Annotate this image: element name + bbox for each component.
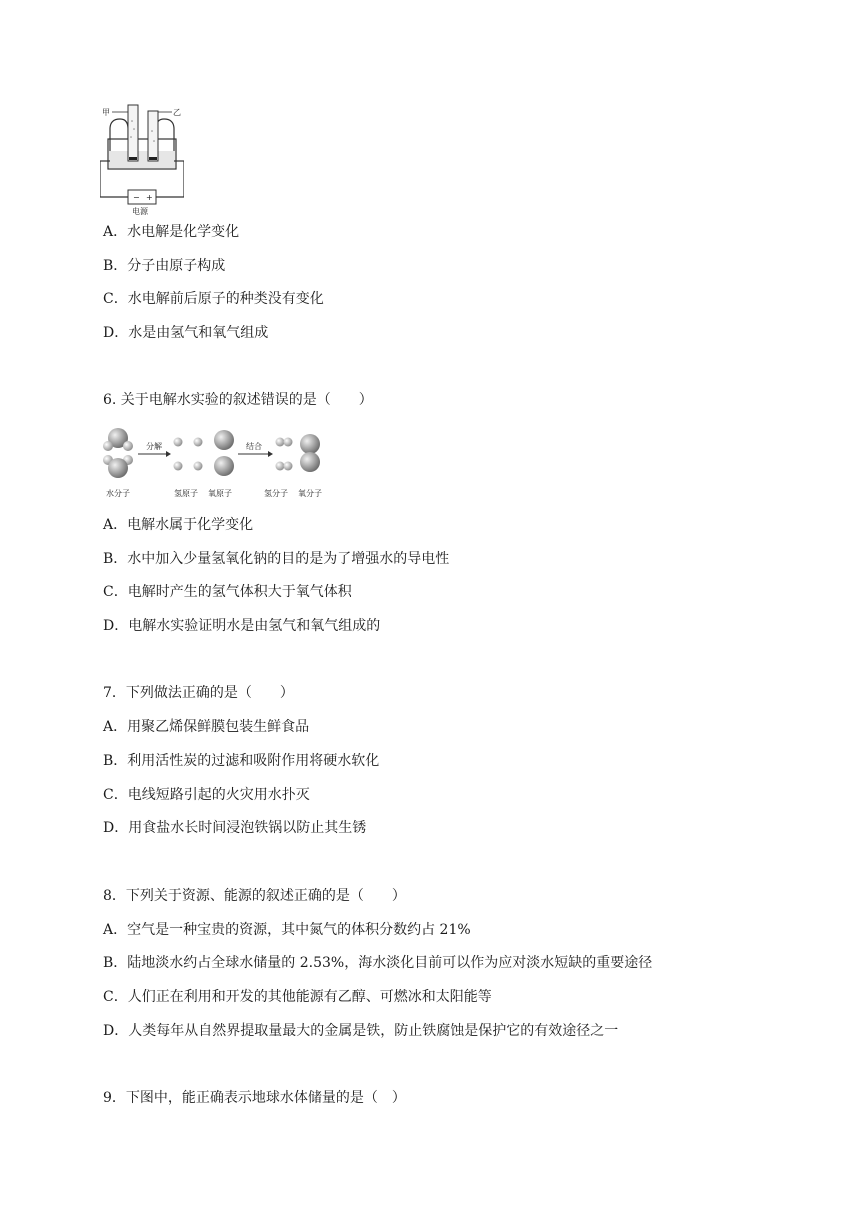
power-minus-sign: − (133, 193, 140, 202)
q6-option-d: D．电解水实验证明水是由氢气和氧气组成的 (103, 618, 381, 634)
q6-stem: 6. 关于电解水实验的叙述错误的是（ ） (103, 392, 373, 408)
arrow-decompose-label: 分解 (146, 442, 162, 451)
water-molecule-top (103, 428, 133, 451)
label-hydrogen-molecule: 氢分子 (264, 489, 288, 498)
q7-option-b: B．利用活性炭的过滤和吸附作用将硬水软化 (103, 753, 380, 769)
q6-option-b: B．水中加入少量氢氧化钠的目的是为了增强水的导电性 (103, 551, 450, 567)
q5-option-d: D．水是由氢气和氧气组成 (103, 325, 269, 341)
tube-left-label: 甲 (102, 108, 110, 117)
power-label: 电源 (132, 207, 148, 216)
arrow-combine-label: 结合 (246, 442, 262, 451)
q8-option-d: D．人类每年从自然界提取量最大的金属是铁，防止铁腐蚀是保护它的有效途径之一 (103, 1023, 619, 1039)
q7-option-c: C．电线短路引起的火灾用水扑灭 (103, 787, 310, 803)
q7-option-a: A．用聚乙烯保鲜膜包装生鲜食品 (103, 719, 310, 735)
q8-option-c: C．人们正在利用和开发的其他能源有乙醇、可燃冰和太阳能等 (103, 989, 492, 1005)
label-hydrogen-atom: 氢原子 (174, 489, 198, 498)
q8-stem: 8．下列关于资源、能源的叙述正确的是（ ） (103, 888, 406, 904)
label-water-molecule: 水分子 (106, 489, 130, 498)
q8-option-b: B．陆地淡水约占全球水储量的 2.53%，海水淡化目前可以作为应对淡水短缺的重要途径 (103, 955, 653, 971)
q6-option-c: C．电解时产生的氢气体积大于氧气体积 (103, 584, 352, 600)
q7-stem: 7．下列做法正确的是（ ） (103, 685, 294, 701)
tube-right-label: 乙 (173, 108, 181, 117)
label-oxygen-molecule: 氧分子 (298, 489, 322, 498)
q6-option-a: A．电解水属于化学变化 (103, 517, 254, 533)
q5-option-a: A．水电解是化学变化 (103, 224, 240, 240)
q5-option-c: C．水电解前后原子的种类没有变化 (103, 291, 324, 307)
water-molecule-bottom (103, 455, 133, 478)
electrolysis-apparatus-figure (100, 101, 184, 217)
q9-stem: 9．下图中，能正确表示地球水体储量的是（ ） (103, 1090, 406, 1106)
q7-option-d: D．用食盐水长时间浸泡铁锅以防止其生锈 (103, 820, 367, 836)
q5-option-b: B．分子由原子构成 (103, 258, 226, 274)
power-plus-sign: + (146, 193, 153, 202)
label-oxygen-atom: 氧原子 (208, 489, 232, 498)
q8-option-a: A．空气是一种宝贵的资源，其中氮气的体积分数约占 21% (103, 922, 471, 938)
molecule-decomposition-figure (100, 424, 332, 502)
